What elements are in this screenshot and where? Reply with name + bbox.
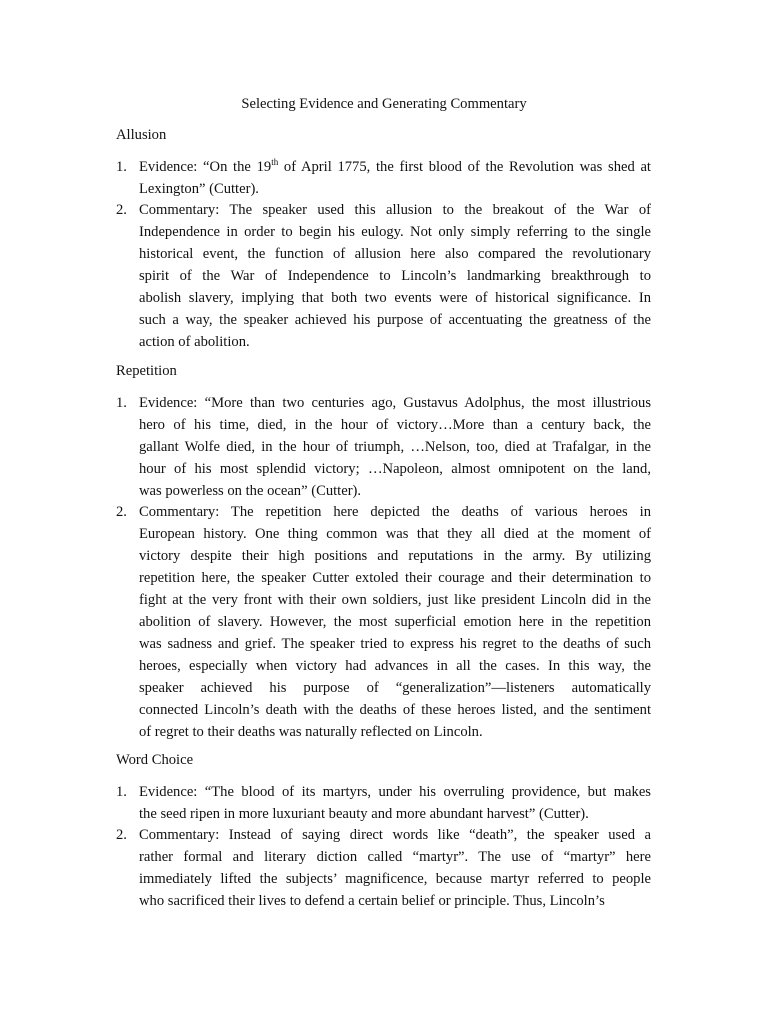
text-line: gallant Wolfe died, in the hour of triumph, …Nelson, too, died at Trafalgar, in the xyxy=(139,439,651,455)
text-line: victory despite their high positions and reputations in the army. By utilizing xyxy=(139,548,651,564)
text-line: speaker achieved his purpose of “generalization”—listeners automatically xyxy=(139,680,651,696)
text-line: immediately lifted the subjects’ magnificence, because martyr referred to people xyxy=(139,871,651,887)
list-item-text xyxy=(139,199,651,353)
text-line: Lexington” (Cutter). xyxy=(139,181,259,197)
text-line: who sacrificed their lives to defend a certain belief or principle. Thus, Lincoln’s xyxy=(139,893,605,909)
text-line: Evidence: “The blood of its martyrs, under his overruling providence, but makes xyxy=(139,784,651,800)
superscript: th xyxy=(271,157,279,167)
text-line: heroes, especially when victory had advances in all the cases. In this way, the xyxy=(139,658,651,674)
text-line: was powerless on the ocean” (Cutter). xyxy=(139,483,362,499)
list-item-text xyxy=(139,392,651,502)
list-number: 2. xyxy=(116,504,127,520)
text-run: of April 1775, the first blood of the Revolution was shed at xyxy=(278,159,651,175)
text-line: connected Lincoln’s death with the deaths of these heroes listed, and the sentiment xyxy=(139,702,651,718)
section-heading-allusion: Allusion xyxy=(116,127,167,143)
text-line: rather formal and literary diction called “martyr”. The use of “martyr” here xyxy=(139,849,651,865)
text-line: European history. One thing common was that they all died at the moment of xyxy=(139,526,651,542)
section-heading-word-choice: Word Choice xyxy=(116,752,194,768)
list-number: 2. xyxy=(116,202,127,218)
text-line: Commentary: The repetition here depicted the deaths of various heroes in xyxy=(139,504,651,520)
section-heading-repetition: Repetition xyxy=(116,363,177,379)
text-line: Independence in order to begin his eulogy. Not only simply referring to the single xyxy=(139,224,651,240)
text-line: abolition of slavery. However, the most superficial emotion here in the repetition xyxy=(139,614,651,630)
text-line: the seed ripen in more luxuriant beauty and more abundant harvest” (Cutter). xyxy=(139,806,589,822)
text-line: repetition here, the speaker Cutter extoled their courage and their determination to xyxy=(139,570,651,586)
text-run: Evidence: “On the 19 xyxy=(139,159,272,175)
list-number: 2. xyxy=(116,827,127,843)
text-line: action of abolition. xyxy=(139,334,250,350)
text-line: historical event, the function of allusion here also compared the revolutionary xyxy=(139,246,651,262)
document-title: Selecting Evidence and Generating Commentary xyxy=(241,96,527,112)
list-number: 1. xyxy=(116,159,127,175)
text-line: was sadness and grief. The speaker tried to express his regret to the deaths of such xyxy=(139,636,651,652)
list-item-text xyxy=(139,824,651,912)
list-number: 1. xyxy=(116,784,127,800)
text-line: hour of his most splendid victory; …Napoleon, almost omnipotent on the land, xyxy=(139,461,651,477)
text-line: spirit of the War of Independence to Lincoln’s landmarking breakthrough to xyxy=(139,268,651,284)
text-line: Commentary: Instead of saying direct words like “death”, the speaker used a xyxy=(139,827,651,843)
text-line: Evidence: “More than two centuries ago, Gustavus Adolphus, the most illustrious xyxy=(139,395,651,411)
text-line: of regret to their deaths was naturally reflected on Lincoln. xyxy=(139,724,483,740)
list-number: 1. xyxy=(116,395,127,411)
text-line: fight at the very front with their own soldiers, just like president Lincoln did in the xyxy=(139,592,651,608)
text-line: such a way, the speaker achieved his purpose of accentuating the greatness of the xyxy=(139,312,651,328)
text-line: hero of his time, died, in the hour of victory…More than a century back, the xyxy=(139,417,651,433)
text-line xyxy=(139,156,651,178)
text-line: Commentary: The speaker used this allusion to the breakout of the War of xyxy=(139,202,651,218)
list-item-text xyxy=(139,781,651,825)
list-item-text xyxy=(139,156,651,200)
text-line: abolish slavery, implying that both two events were of historical significance. In xyxy=(139,290,651,306)
list-item-text xyxy=(139,501,651,743)
